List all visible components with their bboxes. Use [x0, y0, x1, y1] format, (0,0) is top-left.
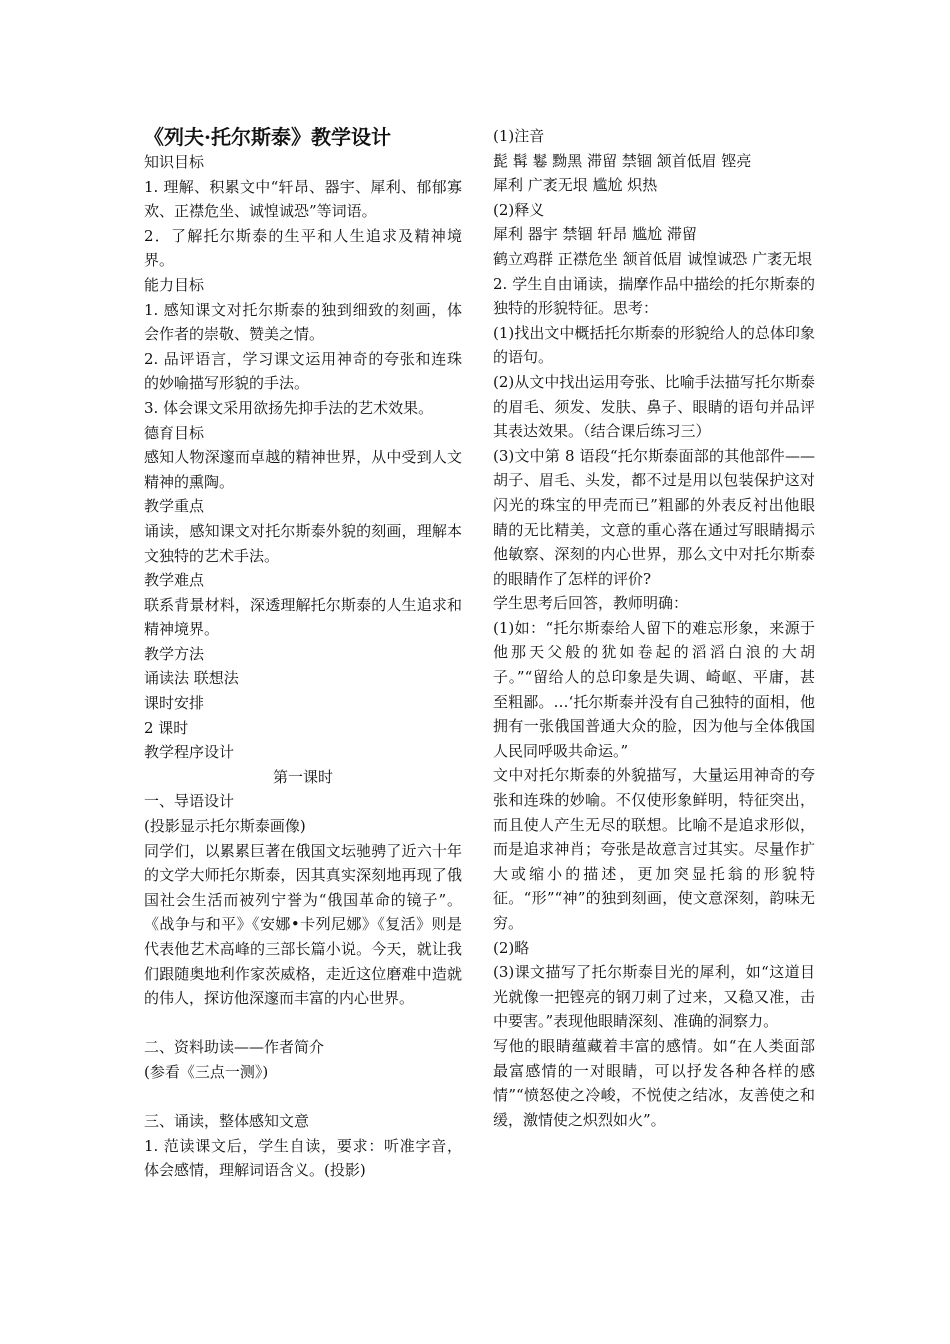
heading-key-points: 教学重点 — [144, 497, 205, 516]
heading-schedule: 课时安排 — [144, 694, 205, 713]
word-list: 犀利 器宇 禁锢 轩昂 尴尬 滞留 — [493, 225, 697, 244]
paragraph: 诵读法 联想法 — [144, 669, 239, 688]
left-column — [144, 124, 462, 1183]
paragraph: 2. 品评语言，学习课文运用神奇的夸张和连珠的妙喻描写形貌的手法。 — [144, 349, 462, 393]
paragraph: 写他的眼睛蕴藏着丰富的感情。如“在人类面部最富感情的一对眼睛，可以抒发各种各样的感情”“愤怒使之冷峻，不悦使之结冰，友善使之和缓，激情使之炽烈如火”。 — [493, 1036, 815, 1129]
paragraph: 联系背景材料，深透理解托尔斯泰的人生追求和精神境界。 — [144, 595, 462, 639]
paragraph: (2)从文中找出运用夸张、比喻手法描写托尔斯泰的眉毛、须发、发肤、鼻子、眼睛的语句并品评其表达效果。（结合课后练习三） — [493, 372, 815, 441]
paragraph: (1)找出文中概括托尔斯泰的形貌给人的总体印象的语句。 — [493, 323, 815, 367]
paragraph: 感知人物深邃而卓越的精神世界，从中受到人文精神的熏陶。 — [144, 448, 462, 491]
paragraph: 2．了解托尔斯泰的生平和人生追求及精神境界。 — [144, 226, 462, 270]
paragraph: 2 课时 — [144, 718, 189, 737]
paragraph: (投影显示托尔斯泰画像) — [144, 817, 306, 836]
heading-knowledge-goals: 知识目标 — [144, 153, 205, 171]
word-list: 犀利 广袤无垠 尴尬 炽热 — [493, 176, 658, 195]
paragraph: 学生思考后回答，教师明确： — [493, 594, 689, 613]
heading-pronunciation: (1)注音 — [493, 127, 545, 145]
heading-ability-goals: 能力目标 — [144, 275, 205, 294]
right-column — [493, 124, 815, 1132]
paragraph: 文中对托尔斯泰的外貌描写，大量运用神奇的夸张和连珠的妙喻。不仅使形象鲜明，特征突出，而且使人产生无尽的联想。比喻不是追求形似，而是追求神肖；夸张是故意言过其实。尽量作扩大或缩小的描述，更加突显托翁的形貌特征。“形”“神”的独到刻画，使文意深刻，韵味无穷。 — [493, 766, 815, 932]
blank-line — [144, 1085, 462, 1110]
heading-definitions: (2)释义 — [493, 200, 545, 219]
paragraph: 3. 体会课文采用欲扬先抑手法的艺术效果。 — [144, 398, 434, 417]
paragraph: 1. 理解、积累文中“轩昂、器宇、犀利、郁郁寡欢、正襟危坐、诚惶诚恐”等词语。 — [144, 177, 462, 221]
paragraph: (3)课文描写了托尔斯泰目光的犀利，如“这道目光就像一把铿亮的钢刀刺了过来，又稳又准，击中要害。”表现他眼睛深刻、准确的洞察力。 — [493, 963, 815, 1031]
document-title: 《列夫·托尔斯泰》教学设计 — [144, 125, 391, 149]
heading-difficulties: 教学难点 — [144, 571, 205, 590]
paragraph: (参看《三点一测》) — [144, 1062, 269, 1081]
word-list: 鹤立鸡群 正襟危坐 颔首低眉 诚惶诚恐 广袤无垠 — [493, 249, 813, 268]
paragraph: (1)如：“托尔斯泰给人留下的难忘形象，来源于他那天父般的犹如卷起的滔滔白浪的大胡子。”“留给人的总印象是失调、崎岖、平庸，甚至粗鄙。…‘托尔斯泰并没有自己独特的面相，他拥有一张俄国普通大众的脸，因为他与全体俄国人民同呼吸共命运。” — [493, 618, 815, 760]
word-list: 髭 髯 鬈 黝黑 滞留 禁锢 颔首低眉 铿亮 — [493, 151, 752, 170]
heading-methods: 教学方法 — [144, 644, 205, 663]
paragraph: 诵读，感知课文对托尔斯泰外貌的刻画，理解本文独特的艺术手法。 — [144, 521, 462, 565]
paragraph: 2. 学生自由诵读，揣摩作品中描绘的托尔斯泰的独特的形貌特征。思考： — [493, 274, 815, 318]
heading-reference-reading: 二、资料助读——作者简介 — [144, 1038, 325, 1057]
heading-procedure: 教学程序设计 — [144, 743, 235, 762]
paragraph: 1. 范读课文后，学生自读，要求：听准字音，体会感情，理解词语含义。(投影) — [144, 1136, 462, 1180]
blank-line — [144, 1011, 462, 1036]
section-heading-first-lesson: 第一课时 — [272, 767, 333, 786]
paragraph: 同学们，以累累巨著在俄国文坛驰骋了近六十年的文学大师托尔斯泰，因其真实深刻地再现了俄国社会生活而被列宁誉为“俄国革命的镜子”。《战争与和平》《安娜•卡列尼娜》《复活》则是代表他艺术高峰的三部长篇小说。今天，就让我们跟随奥地利作家茨威格，走近这位磨难中造就的伟人，探访他深邃而丰富的内心世界。 — [144, 841, 462, 1008]
heading-reading: 三、诵读，整体感知文意 — [144, 1112, 310, 1131]
paragraph: 1. 感知课文对托尔斯泰的独到细致的刻画，体会作者的崇敬、赞美之情。 — [144, 300, 462, 344]
paragraph: (3)文中第 8 语段“托尔斯泰面部的其他部件——胡子、眉毛、头发，都不过是用以包装保护这对闪光的珠宝的甲壳而已”粗鄙的外表反衬出他眼睛的无比精美，文意的重心落在通过写眼睛揭示他敏察、深刻的内心世界，那么文中对托尔斯泰的眼睛作了怎样的评价? — [493, 446, 815, 588]
heading-moral-goals: 德育目标 — [144, 423, 205, 442]
paragraph: (2)略 — [493, 938, 530, 957]
heading-intro-design: 一、导语设计 — [144, 792, 235, 811]
